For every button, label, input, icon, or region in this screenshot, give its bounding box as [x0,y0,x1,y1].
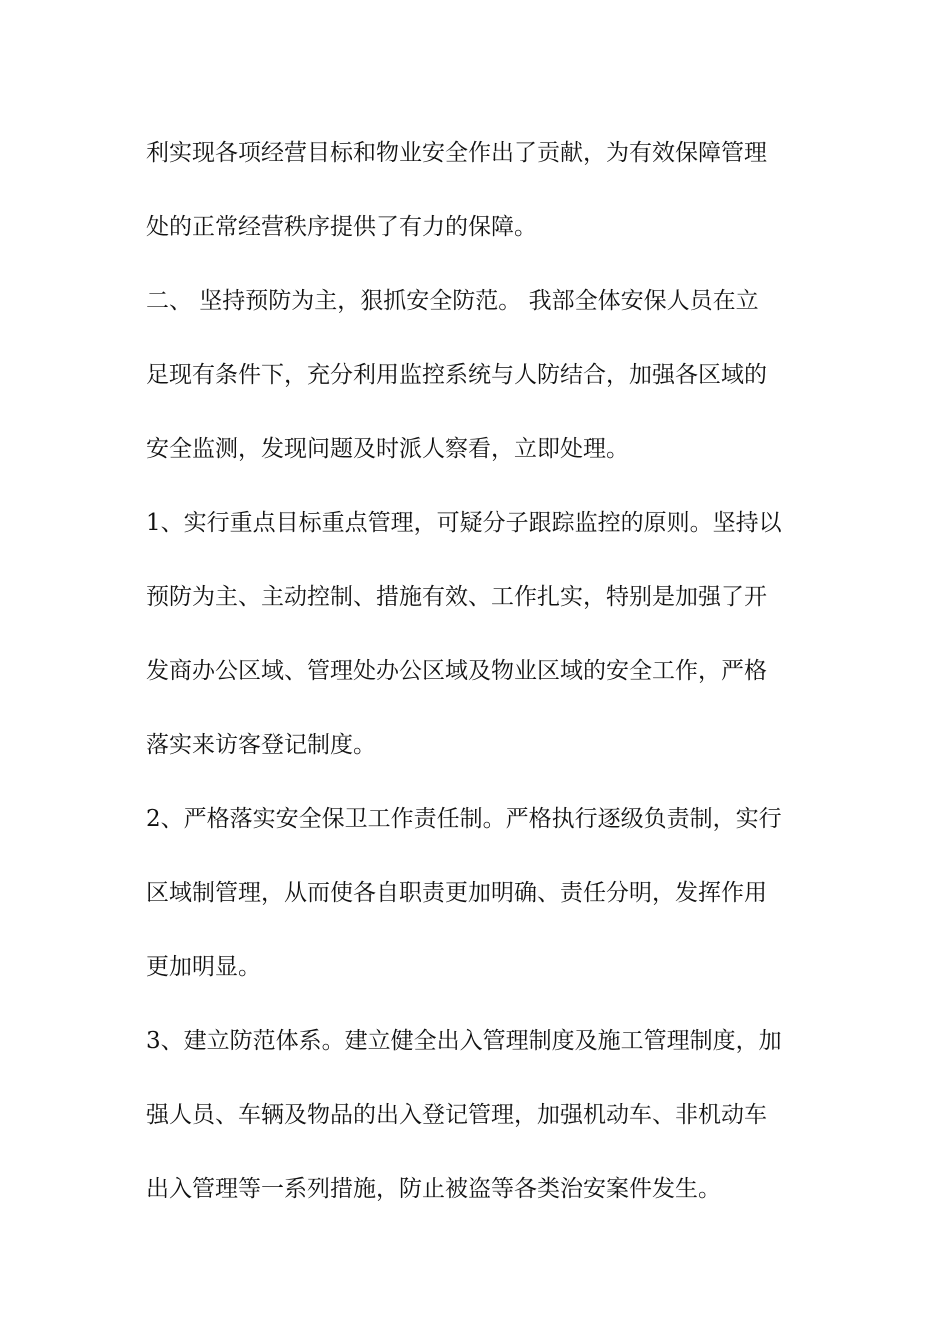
document-body [146,128,806,1238]
text-line-12: 更加明显。 [146,954,261,980]
text-line-14: 强人员、车辆及物品的出入登记管理，加强机动车、非机动车 [146,1102,767,1128]
text-line-4: 足现有条件下，充分利用监控系统与人防结合，加强各区域的 [146,362,767,388]
text-line-7: 预防为主、主动控制、措施有效、工作扎实，特别是加强了开 [146,584,767,610]
text-line-11: 区域制管理，从而使各自职责更加明确、责任分明，发挥作用 [146,880,767,906]
text-line-1: 利实现各项经营目标和物业安全作出了贡献，为有效保障管理 [146,140,767,166]
text-line-5: 安全监测，发现问题及时派人察看，立即处理。 [146,436,629,462]
text-line-2: 处的正常经营秩序提供了有力的保障。 [146,214,537,240]
text-line-8: 发商办公区域、管理处办公区域及物业区域的安全工作，严格 [146,658,767,684]
text-line-13: 3、建立防范体系。建立健全出入管理制度及施工管理制度，加 [146,1028,782,1054]
text-line-10: 2、严格落实安全保卫工作责任制。严格执行逐级负责制，实行 [146,806,782,832]
text-line-6: 1、实行重点目标重点管理，可疑分子跟踪监控的原则。坚持以 [146,510,782,536]
text-line-15: 出入管理等一系列措施，防止被盗等各类治安案件发生。 [146,1176,721,1202]
text-line-9: 落实来访客登记制度。 [146,732,376,758]
text-line-3: 二、 坚持预防为主，狠抓安全防范。 我部全体安保人员在立 [146,288,759,314]
